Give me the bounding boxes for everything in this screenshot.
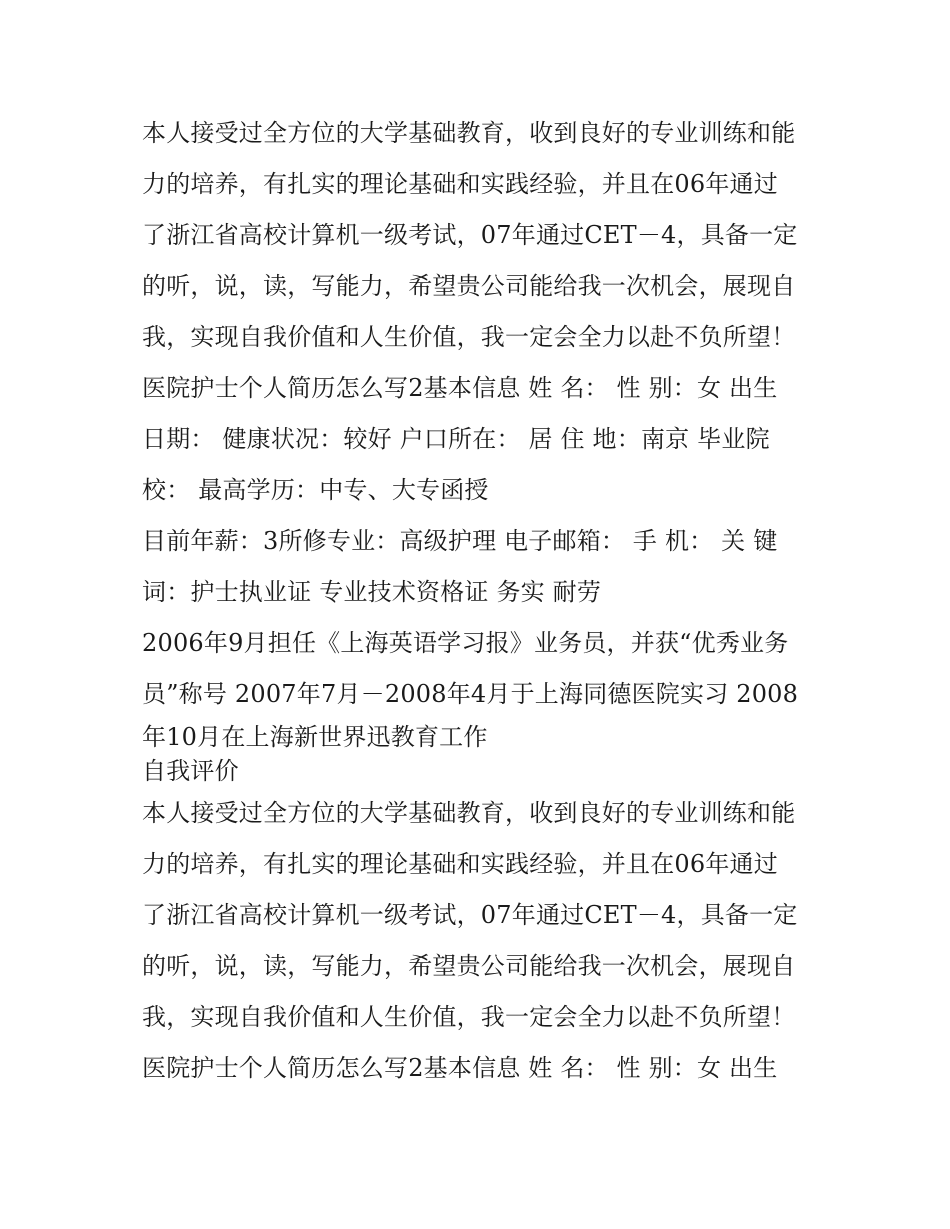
text-line: 医院护士个人简历怎么写2基本信息 姓 名： 性 别：女 出生 xyxy=(142,1054,778,1082)
text-line: 词：护士执业证 专业技术资格证 务实 耐劳 xyxy=(142,578,602,606)
section-heading: 自我评价 xyxy=(142,757,239,785)
text-line: 本人接受过全方位的大学基础教育，收到良好的专业训练和能 xyxy=(142,119,796,147)
text-line: 员”称号 2007年7月－2008年4月于上海同德医院实习 2008 xyxy=(142,680,799,708)
text-line: 目前年薪：3所修专业：高级护理 电子邮箱： 手 机： 关 键 xyxy=(142,527,778,555)
text-line: 的听，说，读，写能力，希望贵公司能给我一次机会，展现自 xyxy=(142,272,796,300)
text-line: 日期： 健康状况：较好 户口所在： 居 住 地：南京 毕业院 xyxy=(142,425,770,453)
text-line: 的听，说，读，写能力，希望贵公司能给我一次机会，展现自 xyxy=(142,952,796,980)
text-line: 了浙江省高校计算机一级考试，07年通过CET－4，具备一定 xyxy=(142,221,798,249)
text-line: 医院护士个人简历怎么写2基本信息 姓 名： 性 别：女 出生 xyxy=(142,374,778,402)
text-line: 2006年9月担任《上海英语学习报》业务员，并获“优秀业务 xyxy=(142,629,789,657)
text-line: 力的培养，有扎实的理论基础和实践经验，并且在06年通过 xyxy=(142,170,778,198)
document-body xyxy=(142,108,832,1094)
text-line: 校： 最高学历：中专、大专函授 xyxy=(142,476,489,504)
text-line: 力的培养，有扎实的理论基础和实践经验，并且在06年通过 xyxy=(142,850,778,878)
text-line: 年10月在上海新世界迅教育工作 xyxy=(142,723,488,751)
text-line: 我，实现自我价值和人生价值，我一定会全力以赴不负所望！ xyxy=(142,323,796,351)
text-line: 我，实现自我价值和人生价值，我一定会全力以赴不负所望！ xyxy=(142,1003,796,1031)
text-line: 了浙江省高校计算机一级考试，07年通过CET－4，具备一定 xyxy=(142,901,798,929)
text-line: 本人接受过全方位的大学基础教育，收到良好的专业训练和能 xyxy=(142,799,796,827)
